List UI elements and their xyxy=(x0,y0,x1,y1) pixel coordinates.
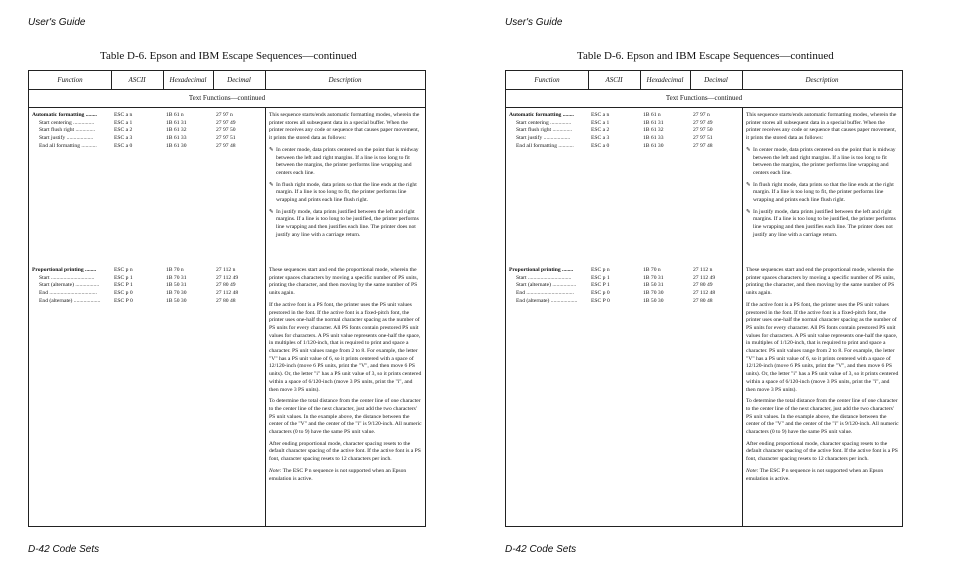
hex-code: 1B 61 31 xyxy=(643,119,664,126)
hex-code: 1B 61 30 xyxy=(166,142,187,149)
decimal-cell xyxy=(693,267,739,305)
hex-code: 1B 70 n xyxy=(166,267,184,273)
bullet-text: In justify mode, data prints justified between the left and right margins. If a line is too long to be justified, the printer performs line wrapping and then justifies each line. The printer does not justify any line with a carriage return. xyxy=(276,208,419,238)
note-text: The ESC P n sequence is not supported when an Epson emulation is active. xyxy=(269,467,407,482)
hex-cell xyxy=(643,267,689,305)
hex-code: 1B 61 n xyxy=(166,112,184,118)
hex-cell xyxy=(166,112,212,150)
decimal-code: 27 112 49 xyxy=(216,274,239,281)
hex-code: 1B 61 32 xyxy=(643,127,664,134)
function-name: Start ............................... xyxy=(39,274,95,281)
hex-code: 1B 70 30 xyxy=(643,290,664,297)
decimal-code: 27 97 49 xyxy=(693,119,713,126)
function-name: End .................................. xyxy=(39,290,97,297)
function-name: Start justify ................... xyxy=(516,135,571,142)
function-name: End .................................. xyxy=(516,290,574,297)
ascii-code: ESC P 0 xyxy=(114,297,133,304)
col-header-function: Function xyxy=(534,76,560,84)
decimal-code: 27 97 49 xyxy=(216,119,236,126)
bullet-item xyxy=(746,209,900,240)
section-heading: Text Functions—continued xyxy=(29,89,425,108)
note-paragraph xyxy=(269,468,423,483)
bullet-item xyxy=(746,182,900,205)
ascii-code: ESC a n xyxy=(591,112,610,118)
ascii-cell xyxy=(591,112,637,150)
decimal-code: 27 112 48 xyxy=(693,290,716,297)
hex-code: 1B 50 30 xyxy=(166,297,187,304)
ascii-code: ESC P 0 xyxy=(591,297,610,304)
hex-code: 1B 70 30 xyxy=(166,290,187,297)
bullet-item xyxy=(269,147,423,178)
description-paragraph: These sequences start and end the proportional mode, wherein the printer spaces characters by moving a specific number of PS units, printing the character, and then moving by the same number of PS units again. xyxy=(746,267,895,297)
description-paragraph: If the active font is a PS font, the printer uses the PS unit values prestored in the font. If the active font is a fixed-pitch font, the printer uses one-half the normal character spacing as the number of PS units for every character. All PS fonts contain prestored PS unit values for characters. A PS unit value represents one-half the space, in multiples of 1/120-inch, that is required to print and space a character. PS unit values range from 2 to 8. For example, the letter "V" has a PS unit value of 6, so it prints centered with a space of 12/120-inch (move 6 PS units, print the "V", and then move 6 PS units). Or, the letter "i" has a PS unit value of 3, so it prints centered within a space of 6/120-inch (move 3 PS units, print the "i", and then move 3 PS units). xyxy=(269,301,422,393)
col-header-hex: Hexadecimal xyxy=(169,76,207,84)
bullet-item xyxy=(746,147,900,178)
ascii-code: ESC a 1 xyxy=(591,119,610,126)
decimal-code: 27 97 50 xyxy=(693,127,713,134)
pencil-icon: ✎ xyxy=(746,181,751,188)
running-header: User's Guide xyxy=(28,17,86,28)
bullet-text: In flush right mode, data prints so that the line ends at the right margin. If a line is too long to fit, the printer performs line wrapping and prints each line flush right. xyxy=(276,181,417,204)
description-paragraph: After ending proportional mode, character spacing resets to the default character spacing of the active font. If the active font is a PS font, character spacing resets to 12 characters per inch. xyxy=(746,440,898,463)
decimal-code: 27 80 48 xyxy=(216,297,236,304)
hex-code: 1B 50 30 xyxy=(643,297,664,304)
decimal-code: 27 112 49 xyxy=(693,274,716,281)
col-header-ascii: ASCII xyxy=(605,76,623,84)
function-name: Start centering ............... xyxy=(516,119,572,126)
description-paragraph: To determine the total distance from the center line of one character to the center line of the next character, just add the two characters' PS unit values. In the example above, the distance between the center of the "V" and the center of the "i" is 9/120-inch. All numeric characters (0 to 9) have the same PS unit value. xyxy=(269,398,422,436)
bullet-item xyxy=(269,209,423,240)
decimal-cell xyxy=(693,112,739,150)
hex-code: 1B 70 31 xyxy=(166,274,187,281)
hex-code: 1B 61 31 xyxy=(166,119,187,126)
function-cell xyxy=(509,267,585,305)
hex-cell xyxy=(643,112,689,150)
function-name: Start flush right .............. xyxy=(39,127,96,134)
function-cell xyxy=(509,112,585,150)
col-header-ascii: ASCII xyxy=(128,76,146,84)
ascii-code: ESC a 3 xyxy=(591,135,610,142)
description-cell xyxy=(269,267,423,487)
ascii-code: ESC a 2 xyxy=(114,127,133,134)
bullet-item xyxy=(269,182,423,205)
description-paragraph: If the active font is a PS font, the printer uses the PS unit values prestored in the font. If the active font is a fixed-pitch font, the printer uses one-half the normal character spacing as the number of PS units for every character. All PS fonts contain prestored PS unit values for characters. A PS unit value represents one-half the space, in multiples of 1/120-inch, that is required to print and space a character. PS unit values range from 2 to 8. For example, the letter "V" has a PS unit value of 6, so it prints centered with a space of 12/120-inch (move 6 PS units, print the "V", and then move 6 PS units). Or, the letter "i" has a PS unit value of 3, so it prints centered within a space of 6/120-inch (move 3 PS units, print the "i", and then move 3 PS units). xyxy=(746,301,899,393)
description-cell xyxy=(269,112,423,244)
function-name: End all formatting ........... xyxy=(39,142,97,149)
function-name: Proportional printing ........ xyxy=(32,267,97,273)
col-header-description: Description xyxy=(805,76,839,84)
decimal-code: 27 97 n xyxy=(693,112,710,118)
ascii-code: ESC a 0 xyxy=(114,142,133,149)
hex-code: 1B 61 30 xyxy=(643,142,664,149)
decimal-cell xyxy=(216,112,262,150)
decimal-code: 27 80 49 xyxy=(693,282,713,289)
ascii-code: ESC a n xyxy=(114,112,133,118)
hex-cell xyxy=(166,267,212,305)
bullet-text: In center mode, data prints centered on the point that is midway between the left and right margins. If a line is too long to fit between the margins, the printer performs line wrapping and centers each line. xyxy=(276,146,419,176)
section-heading: Text Functions—continued xyxy=(506,89,902,108)
decimal-code: 27 97 48 xyxy=(216,142,236,149)
hex-code: 1B 61 33 xyxy=(643,135,664,142)
note-paragraph xyxy=(746,468,900,483)
hex-code: 1B 61 32 xyxy=(166,127,187,134)
pencil-icon: ✎ xyxy=(269,181,274,188)
ascii-cell xyxy=(591,267,637,305)
table-header xyxy=(29,71,425,90)
hex-code: 1B 70 31 xyxy=(643,274,664,281)
escape-sequence-table xyxy=(505,70,903,527)
pencil-icon: ✎ xyxy=(269,146,274,153)
description-paragraph: This sequence starts/ends automatic formatting modes, wherein the printer stores all subsequent data in a special buffer. When the printer receives any code or sequence that causes paper movement, it prints the stored data as follows: xyxy=(746,112,897,142)
ascii-code: ESC p 0 xyxy=(114,290,133,297)
decimal-code: 27 97 48 xyxy=(693,142,713,149)
decimal-code: 27 112 n xyxy=(693,267,713,273)
function-name: End (alternate) ................... xyxy=(39,297,101,304)
col-header-function: Function xyxy=(57,76,83,84)
note-text: The ESC P n sequence is not supported when an Epson emulation is active. xyxy=(746,467,884,482)
col-header-decimal: Decimal xyxy=(704,76,728,84)
page-footer: D-42 Code Sets xyxy=(28,544,100,555)
ascii-code: ESC a 2 xyxy=(591,127,610,134)
decimal-code: 27 97 51 xyxy=(693,135,713,142)
decimal-code: 27 80 48 xyxy=(693,297,713,304)
ascii-code: ESC a 3 xyxy=(114,135,133,142)
function-cell xyxy=(32,112,108,150)
decimal-code: 27 97 51 xyxy=(216,135,236,142)
table-caption: Table D-6. Epson and IBM Escape Sequences—continued xyxy=(577,50,834,62)
ascii-code: ESC p 1 xyxy=(591,274,610,281)
function-name: Start ............................... xyxy=(516,274,572,281)
description-paragraph: To determine the total distance from the center line of one character to the center line of the next character, just add the two characters' PS unit values. In the example above, the distance between the center of the "V" and the center of the "i" is 9/120-inch. All numeric characters (0 to 9) have the same PS unit value. xyxy=(746,398,899,436)
function-name: Automatic formatting ........ xyxy=(509,112,574,118)
decimal-code: 27 80 49 xyxy=(216,282,236,289)
desc-divider xyxy=(742,107,743,526)
desc-divider xyxy=(265,107,266,526)
description-paragraph: This sequence starts/ends automatic formatting modes, wherein the printer stores all subsequent data in a special buffer. When the printer receives any code or sequence that causes paper movement, it prints the stored data as follows: xyxy=(269,112,420,142)
function-name: Start centering ............... xyxy=(39,119,95,126)
note-label: Note: xyxy=(746,467,759,474)
function-name: Start (alternate) ................. xyxy=(516,282,577,289)
function-cell xyxy=(32,267,108,305)
hex-code: 1B 50 31 xyxy=(166,282,187,289)
bullet-text: In center mode, data prints centered on the point that is midway between the left and right margins. If a line is too long to fit between the margins, the printer performs line wrapping and centers each line. xyxy=(753,146,896,176)
description-paragraph: After ending proportional mode, character spacing resets to the default character spacing of the active font. If the active font is a PS font, character spacing resets to 12 characters per inch. xyxy=(269,440,421,463)
ascii-code: ESC a 0 xyxy=(591,142,610,149)
decimal-code: 27 112 n xyxy=(216,267,236,273)
function-name: End all formatting ........... xyxy=(516,142,574,149)
function-name: Start justify ................... xyxy=(39,135,94,142)
bullet-text: In justify mode, data prints justified between the left and right margins. If a line is too long to be justified, the printer performs line wrapping and then justifies each line. The printer does not justify any line with a carriage return. xyxy=(753,208,896,238)
ascii-code: ESC p 1 xyxy=(114,274,133,281)
hex-code: 1B 61 n xyxy=(643,112,661,118)
ascii-cell xyxy=(114,112,160,150)
hex-code: 1B 50 31 xyxy=(643,282,664,289)
page-footer: D-42 Code Sets xyxy=(505,544,577,555)
description-cell xyxy=(746,267,900,487)
function-name: Proportional printing ........ xyxy=(509,267,574,273)
col-header-decimal: Decimal xyxy=(227,76,251,84)
ascii-code: ESC p 0 xyxy=(591,290,610,297)
description-paragraph: These sequences start and end the proportional mode, wherein the printer spaces characters by moving a specific number of PS units, printing the character, and then moving by the same number of PS units again. xyxy=(269,267,418,297)
pencil-icon: ✎ xyxy=(746,208,751,215)
description-cell xyxy=(746,112,900,244)
ascii-code: ESC a 1 xyxy=(114,119,133,126)
pencil-icon: ✎ xyxy=(269,208,274,215)
col-header-description: Description xyxy=(328,76,362,84)
col-header-hex: Hexadecimal xyxy=(646,76,684,84)
bullet-text: In flush right mode, data prints so that the line ends at the right margin. If a line is too long to fit, the printer performs line wrapping and prints each line flush right. xyxy=(753,181,894,204)
escape-sequence-table xyxy=(28,70,426,527)
ascii-code: ESC P 1 xyxy=(114,282,133,289)
ascii-cell xyxy=(114,267,160,305)
ascii-code: ESC P 1 xyxy=(591,282,610,289)
hex-code: 1B 70 n xyxy=(643,267,661,273)
note-label: Note: xyxy=(269,467,282,474)
hex-code: 1B 61 33 xyxy=(166,135,187,142)
function-name: Start (alternate) ................. xyxy=(39,282,100,289)
ascii-code: ESC p n xyxy=(114,267,133,273)
running-header: User's Guide xyxy=(505,17,563,28)
table-header xyxy=(506,71,902,90)
decimal-code: 27 112 48 xyxy=(216,290,239,297)
decimal-code: 27 97 50 xyxy=(216,127,236,134)
decimal-cell xyxy=(216,267,262,305)
function-name: Start flush right .............. xyxy=(516,127,573,134)
decimal-code: 27 97 n xyxy=(216,112,233,118)
function-name: Automatic formatting ........ xyxy=(32,112,97,118)
table-caption: Table D-6. Epson and IBM Escape Sequences—continued xyxy=(100,50,357,62)
pencil-icon: ✎ xyxy=(746,146,751,153)
page-right xyxy=(477,0,954,580)
function-name: End (alternate) ................... xyxy=(516,297,578,304)
ascii-code: ESC p n xyxy=(591,267,610,273)
